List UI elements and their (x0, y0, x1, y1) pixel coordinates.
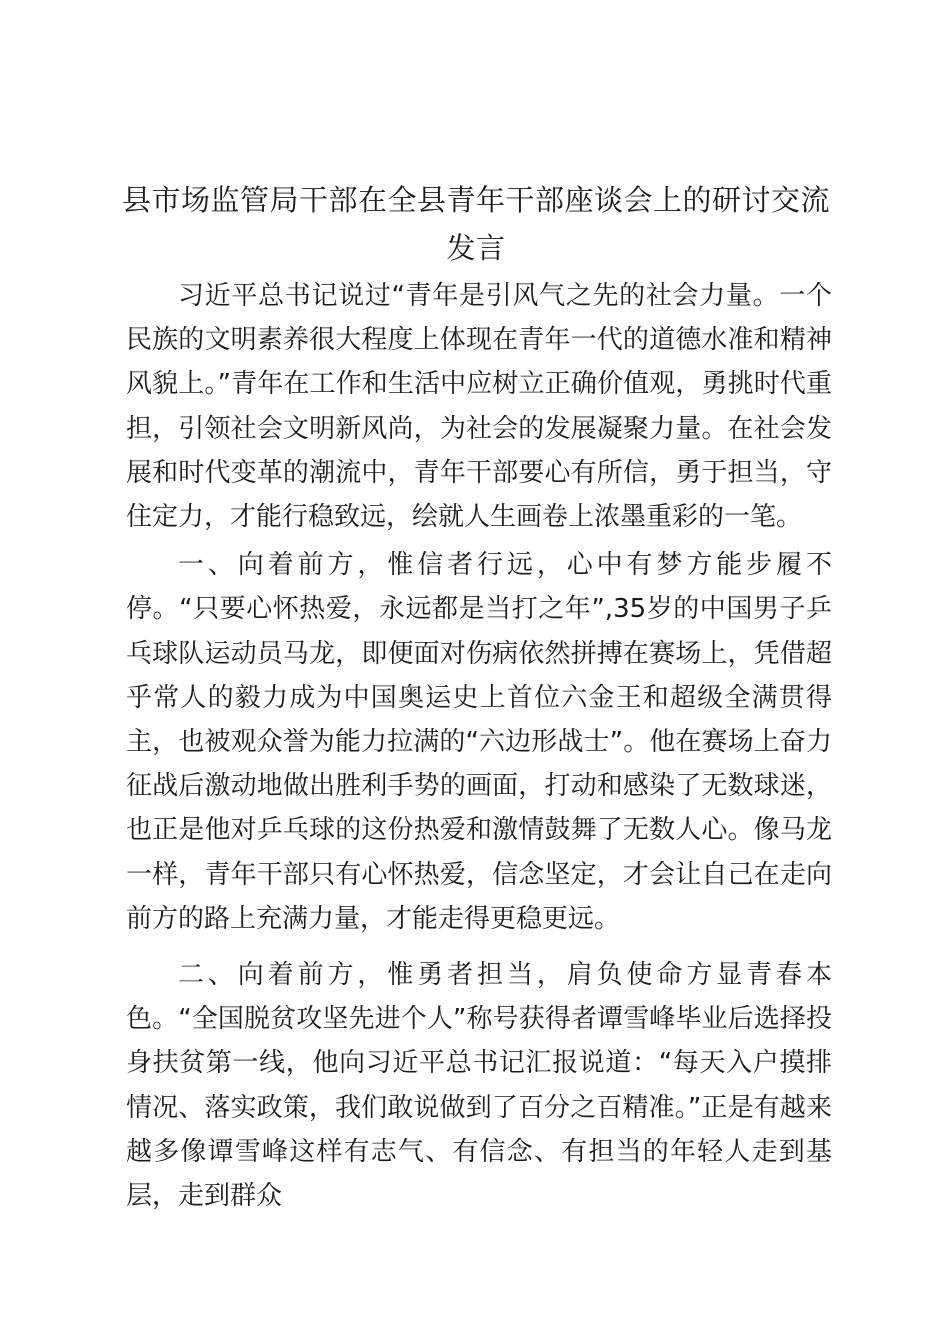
document-body (126, 274, 832, 1218)
paragraph-section-2: 二、向着前方，惟勇者担当，肩负使命方显青春本色。“全国脱贫攻坚先进个人”称号获得者谭雪峰毕业后选择投身扶贫第一线，他向习近平总书记汇报说道：“每天入户摸排情况、落实政策，我们敢说做到了百分之百精准。”正是有越来越多像谭雪峰这样有志气、有信念、有担当的年轻人走到基层，走到群众 (126, 960, 832, 1212)
title-line-1: 县市场监管局干部在全县青年干部座谈会上的研讨交流 (121, 183, 830, 217)
title-line-2: 发言 (446, 231, 506, 265)
paragraph-section-1: 一、向着前方，惟信者行远，心中有梦方能步履不停。“只要心怀热爱，永远都是当打之年”,35岁的中国男子乒乓球队运动员马龙，即便面对伤病依然拼搏在赛场上，凭借超乎常人的毅力成为中国奥运史上首位六金王和超级全满贯得主，也被观众誉为能力拉满的“六边形战士”。他在赛场上奋力征战后激动地做出胜利手势的画面，打动和感染了无数球迷，也正是他对乒乓球的这份热爱和激情鼓舞了无数人心。像马龙一样，青年干部只有心怀热爱，信念坚定，才会让自己在走向前方的路上充满力量，才能走得更稳更远。 (126, 550, 832, 934)
paragraph-intro: 习近平总书记说过“青年是引风气之先的社会力量。一个民族的文明素养很大程度上体现在青年一代的道德水准和精神风貌上。”青年在工作和生活中应树立正确价值观，勇挑时代重担，引领社会文明新风尚，为社会的发展凝聚力量。在社会发展和时代变革的潮流中，青年干部要心有所信，勇于担当，守住定力，才能行稳致远，绘就人生画卷上浓墨重彩的一笔。 (126, 281, 832, 533)
document-title (120, 176, 832, 272)
